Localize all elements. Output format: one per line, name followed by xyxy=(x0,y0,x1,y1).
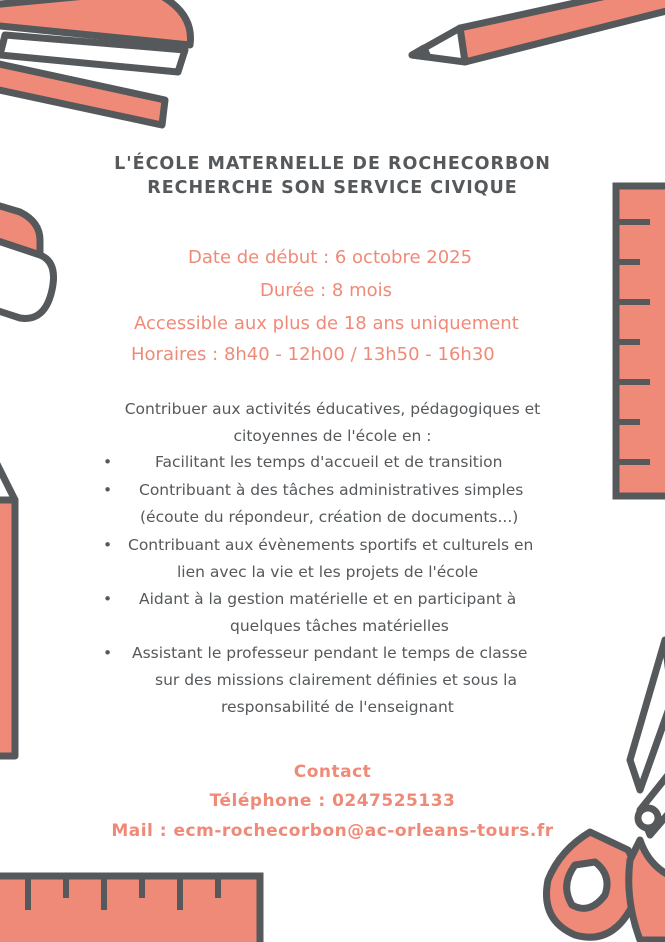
bullet-item: Contribuant aux évènements sportifs et culturels en xyxy=(128,536,534,554)
start-date: Date de début : 6 octobre 2025 xyxy=(188,247,473,268)
title-line-1: L'ÉCOLE MATERNELLE DE ROCHECORBON xyxy=(114,154,551,174)
page-title xyxy=(0,152,665,200)
title-line-2: RECHERCHE SON SERVICE CIVIQUE xyxy=(147,178,518,198)
bullet-dot: • xyxy=(103,644,113,662)
bullet-item: Aidant à la gestion matérielle et en participant à xyxy=(139,590,517,608)
bullet-dot: • xyxy=(103,536,113,554)
working-hours: Horaires : 8h40 - 12h00 / 13h50 - 16h30 xyxy=(131,344,495,365)
intro-line-2: citoyennes de l'école en : xyxy=(233,426,432,445)
bullet-item-cont: quelques tâches matérielles xyxy=(230,617,449,635)
eraser-icon xyxy=(0,200,54,318)
bullet-item: Facilitant les temps d'accueil et de transition xyxy=(155,453,503,471)
scissors-icon xyxy=(547,640,665,940)
pencil-icon xyxy=(0,460,15,756)
contact-heading: Contact xyxy=(293,762,372,782)
contact-phone: Téléphone : 0247525133 xyxy=(209,791,456,811)
age-requirement: Accessible aux plus de 18 ans uniquement xyxy=(134,313,519,334)
duration: Durée : 8 mois xyxy=(260,280,393,301)
bullet-dot: • xyxy=(103,590,113,608)
bullet-dot: • xyxy=(103,481,113,499)
ruler-icon xyxy=(616,186,665,496)
bullet-item-cont: (écoute du répondeur, création de documents...) xyxy=(140,508,519,526)
intro-line-1: Contribuer aux activités éducatives, pédagogiques et xyxy=(124,400,541,418)
stapler-icon xyxy=(0,0,191,125)
bullet-item-cont: lien avec la vie et les projets de l'école xyxy=(177,563,479,581)
bullet-item-cont: sur des missions clairement définies et sous la xyxy=(155,671,517,689)
bullet-dot: • xyxy=(103,453,113,471)
bullet-item-cont: responsabilité de l'enseignant xyxy=(221,698,454,716)
contact-mail[interactable]: Mail : ecm-rochecorbon@ac-orleans-tours.fr xyxy=(111,821,554,841)
pencil-icon xyxy=(412,0,665,62)
bullet-item: Assistant le professeur pendant le temps de classe xyxy=(132,644,528,662)
ruler-icon xyxy=(0,876,260,942)
intro-text xyxy=(60,396,605,449)
bullet-item: Contribuant à des tâches administratives simples xyxy=(139,481,524,499)
